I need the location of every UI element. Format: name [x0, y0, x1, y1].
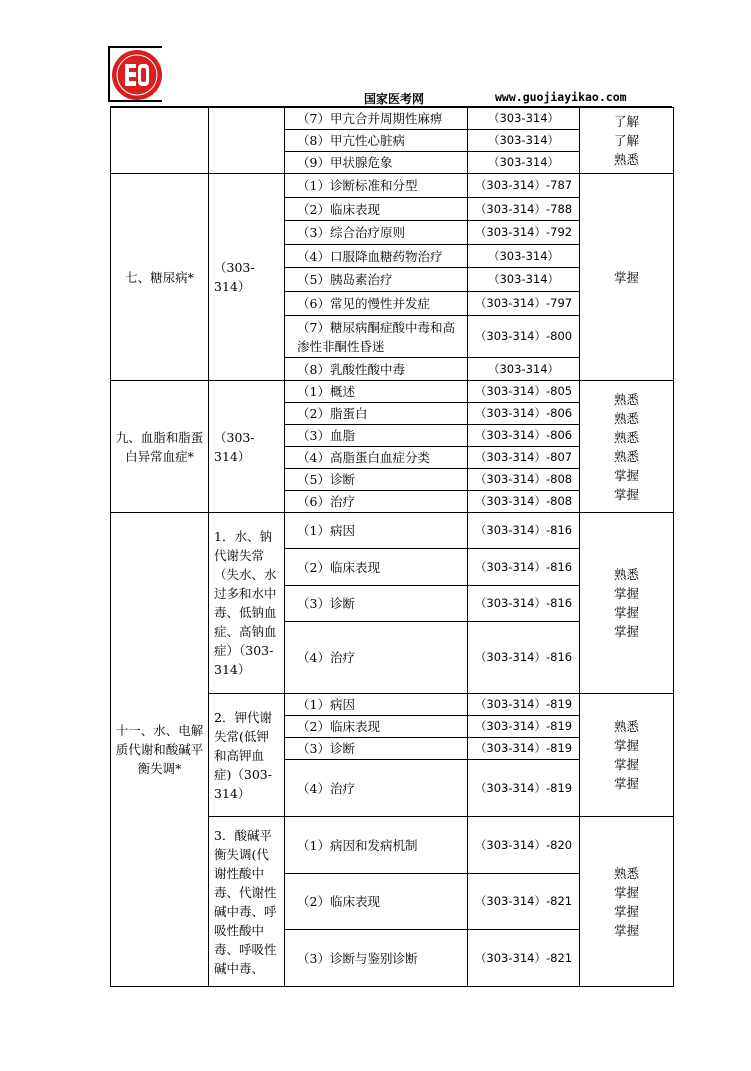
subsection-title: 1．水、钠代谢失常（失水、水过多和水中毒、低钠血症、高钠血症）（303-314） — [209, 513, 285, 694]
item-code: （303-314）-792 — [468, 221, 580, 245]
syllabus-table — [110, 107, 674, 987]
level-text: 熟悉 — [613, 391, 639, 407]
item-code: （303-314）-787 — [468, 174, 580, 198]
level-cell — [580, 817, 674, 987]
item-code: （303-314）-819 — [468, 716, 580, 738]
level-text: 了解 — [613, 133, 639, 148]
level-cell — [580, 381, 674, 513]
subsection-code: （303-314） — [209, 174, 285, 381]
item-code: （303-314）-821 — [468, 930, 580, 987]
item-label: （7）糖尿病酮症酸中毒和高渗性非酮性昏迷 — [285, 316, 468, 358]
table-row — [111, 513, 674, 549]
level-text: 了解 — [613, 114, 639, 129]
item-label: （4）口服降血糖药物治疗 — [285, 245, 468, 268]
item-code: （303-314）-788 — [468, 198, 580, 221]
item-code: （303-314） — [468, 130, 580, 152]
level-cell — [580, 108, 674, 174]
item-label: （3）诊断与鉴别诊断 — [285, 930, 468, 987]
item-label: （2）临床表现 — [285, 198, 468, 221]
item-code: （303-314） — [468, 358, 580, 381]
level-cell — [580, 694, 674, 817]
level-text: 掌握 — [613, 757, 639, 772]
item-label: （1）病因 — [285, 694, 468, 716]
item-label: （4）高脂蛋白血症分类 — [285, 447, 468, 469]
item-label: （2）临床表现 — [285, 549, 468, 586]
item-label: （3）诊断 — [285, 586, 468, 622]
level-text: 掌握 — [613, 624, 639, 639]
item-label: （5）胰岛素治疗 — [285, 268, 468, 292]
item-code: （303-314）-816 — [468, 622, 580, 694]
item-label: （7）甲亢合并周期性麻痹 — [285, 108, 468, 130]
item-code: （303-314）-819 — [468, 694, 580, 716]
item-code: （303-314）-797 — [468, 292, 580, 316]
item-code: （303-314） — [468, 108, 580, 130]
item-code: （303-314） — [468, 268, 580, 292]
item-code: （303-314）-805 — [468, 381, 580, 403]
item-code: （303-314）-806 — [468, 403, 580, 425]
exam-network-logo-icon — [110, 48, 164, 102]
level-cell — [580, 513, 674, 694]
level-text: 熟悉 — [613, 865, 639, 881]
subsection-cell-empty — [209, 108, 285, 174]
item-label: （1）诊断标准和分型 — [285, 174, 468, 198]
item-code: （303-314）-816 — [468, 513, 580, 549]
table-row — [111, 381, 674, 403]
subsection-title: 2．钾代谢失常(低钾和高钾血症)（303-314） — [209, 694, 285, 817]
level-text: 掌握 — [613, 486, 639, 502]
item-code: （303-314） — [468, 245, 580, 268]
level-text: 熟悉 — [613, 448, 639, 464]
level-text: 掌握 — [613, 884, 639, 900]
item-label: （3）综合治疗原则 — [285, 221, 468, 245]
level-text: 熟悉 — [613, 410, 639, 426]
item-code: （303-314）-819 — [468, 760, 580, 817]
level-text: 掌握 — [613, 903, 639, 919]
item-label: （9）甲状腺危象 — [285, 152, 468, 174]
level-text: 熟悉 — [613, 152, 639, 167]
level-text: 掌握 — [613, 605, 639, 620]
site-name: 国家医考网 — [364, 92, 425, 106]
item-label: （8）甲亢性心脏病 — [285, 130, 468, 152]
item-label: （3）诊断 — [285, 738, 468, 760]
item-code: （303-314）-821 — [468, 874, 580, 930]
item-label: （3）血脂 — [285, 425, 468, 447]
item-label: （4）治疗 — [285, 622, 468, 694]
item-code: （303-314）-807 — [468, 447, 580, 469]
item-label: （5）诊断 — [285, 469, 468, 491]
item-label: （1）病因和发病机制 — [285, 817, 468, 874]
section-title: 七、糖尿病* — [111, 174, 209, 381]
item-label: （2）临床表现 — [285, 716, 468, 738]
item-label: （2）临床表现 — [285, 874, 468, 930]
level-text: 熟悉 — [613, 429, 639, 445]
item-label: （4）治疗 — [285, 760, 468, 817]
level-text: 掌握 — [613, 586, 639, 601]
subsection-title: 3．酸碱平衡失调(代谢性酸中毒、代谢性碱中毒、呼吸性酸中毒、呼吸性碱中毒、 — [209, 817, 285, 987]
item-code: （303-314）-800 — [468, 316, 580, 358]
item-code: （303-314）-816 — [468, 549, 580, 586]
item-code: （303-314）-816 — [468, 586, 580, 622]
table-row — [111, 174, 674, 198]
site-url[interactable]: www.guojiayikao.com — [495, 90, 627, 104]
level-text: 熟悉 — [613, 567, 639, 582]
level-cell: 掌握 — [580, 174, 674, 381]
subsection-code: （303-314） — [209, 381, 285, 513]
level-text: 掌握 — [613, 776, 639, 791]
item-label: （1）概述 — [285, 381, 468, 403]
section-title: 十一、水、电解质代谢和酸碱平衡失调* — [111, 513, 209, 987]
item-label: （2）脂蛋白 — [285, 403, 468, 425]
item-label: （8）乳酸性酸中毒 — [285, 358, 468, 381]
level-text: 熟悉 — [613, 719, 639, 734]
item-code: （303-314）-808 — [468, 491, 580, 513]
section-cell-empty — [111, 108, 209, 174]
table-row — [111, 108, 674, 130]
level-text: 掌握 — [613, 467, 639, 483]
item-code: （303-314）-820 — [468, 817, 580, 874]
item-label: （6）常见的慢性并发症 — [285, 292, 468, 316]
section-title: 九、血脂和脂蛋白异常血症* — [111, 381, 209, 513]
item-code: （303-314）-806 — [468, 425, 580, 447]
item-label: （6）治疗 — [285, 491, 468, 513]
item-label: （1）病因 — [285, 513, 468, 549]
level-text: 掌握 — [613, 922, 639, 938]
item-code: （303-314）-819 — [468, 738, 580, 760]
level-text: 掌握 — [613, 738, 639, 753]
item-code: （303-314）-808 — [468, 469, 580, 491]
item-code: （303-314） — [468, 152, 580, 174]
